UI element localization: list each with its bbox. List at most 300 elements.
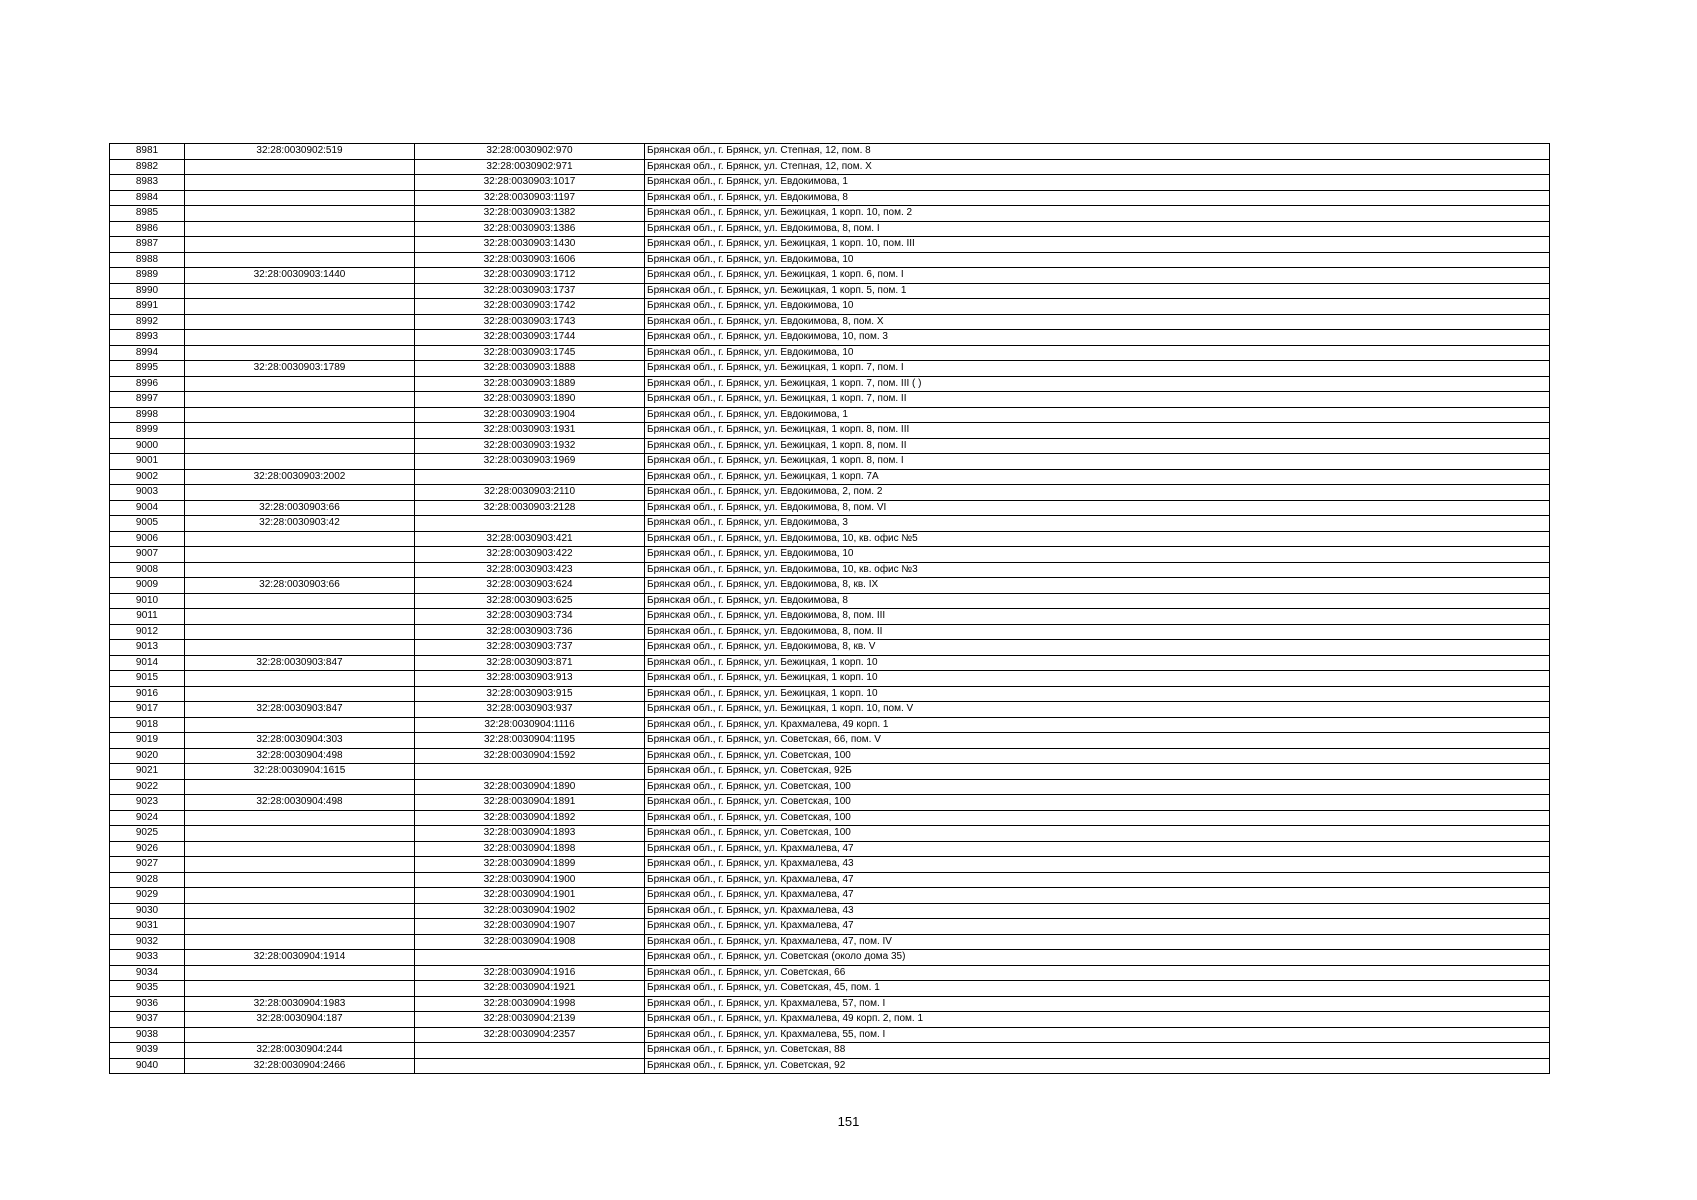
cadastral-number-cell: 32:28:0030904:1898 (415, 841, 645, 857)
table-row (110, 144, 1550, 160)
row-number-cell: 9026 (110, 841, 185, 857)
table-row (110, 857, 1550, 873)
parent-cadastral-number-cell (185, 593, 415, 609)
row-number-cell: 9036 (110, 996, 185, 1012)
address-cell: Брянская обл., г. Брянск, ул. Евдокимова, 8, кв. V (645, 640, 1550, 656)
address-cell: Брянская обл., г. Брянск, ул. Советская, 45, пом. 1 (645, 981, 1550, 997)
table-row (110, 407, 1550, 423)
table-row (110, 1012, 1550, 1028)
row-number-cell: 9002 (110, 469, 185, 485)
table-row (110, 640, 1550, 656)
row-number-cell: 8981 (110, 144, 185, 160)
address-cell: Брянская обл., г. Брянск, ул. Советская (около дома 35) (645, 950, 1550, 966)
address-cell: Брянская обл., г. Брянск, ул. Советская, 92 (645, 1058, 1550, 1074)
cadastral-number-cell: 32:28:0030902:971 (415, 159, 645, 175)
parent-cadastral-number-cell (185, 407, 415, 423)
cadastral-number-cell: 32:28:0030903:422 (415, 547, 645, 563)
parent-cadastral-number-cell (185, 454, 415, 470)
cadastral-number-cell: 32:28:0030903:1743 (415, 314, 645, 330)
cadastral-number-cell (415, 1058, 645, 1074)
table-row (110, 888, 1550, 904)
address-cell: Брянская обл., г. Брянск, ул. Бежицкая, 1 корп. 6, пом. I (645, 268, 1550, 284)
table-row (110, 578, 1550, 594)
row-number-cell: 9038 (110, 1027, 185, 1043)
parent-cadastral-number-cell (185, 965, 415, 981)
address-cell: Брянская обл., г. Брянск, ул. Евдокимова, 10 (645, 547, 1550, 563)
cadastral-number-cell: 32:28:0030904:2357 (415, 1027, 645, 1043)
row-number-cell: 9014 (110, 655, 185, 671)
parent-cadastral-number-cell (185, 779, 415, 795)
address-cell: Брянская обл., г. Брянск, ул. Советская, 100 (645, 779, 1550, 795)
row-number-cell: 9021 (110, 764, 185, 780)
address-cell: Брянская обл., г. Брянск, ул. Крахмалева, 55, пом. I (645, 1027, 1550, 1043)
address-cell: Брянская обл., г. Брянск, ул. Евдокимова, 8, пом. III (645, 609, 1550, 625)
cadastral-number-cell: 32:28:0030903:1931 (415, 423, 645, 439)
row-number-cell: 9004 (110, 500, 185, 516)
parent-cadastral-number-cell (185, 1027, 415, 1043)
address-cell: Брянская обл., г. Брянск, ул. Евдокимова, 1 (645, 175, 1550, 191)
address-cell: Брянская обл., г. Брянск, ул. Крахмалева, 47 (645, 888, 1550, 904)
address-cell: Брянская обл., г. Брянск, ул. Бежицкая, 1 корп. 10, пом. V (645, 702, 1550, 718)
cadastral-number-cell (415, 764, 645, 780)
parent-cadastral-number-cell: 32:28:0030903:847 (185, 702, 415, 718)
parent-cadastral-number-cell (185, 237, 415, 253)
cadastral-number-cell: 32:28:0030903:734 (415, 609, 645, 625)
table-row (110, 376, 1550, 392)
address-cell: Брянская обл., г. Брянск, ул. Крахмалева, 47 (645, 872, 1550, 888)
row-number-cell: 8985 (110, 206, 185, 222)
row-number-cell: 9009 (110, 578, 185, 594)
address-cell: Брянская обл., г. Брянск, ул. Бежицкая, 1 корп. 10 (645, 671, 1550, 687)
table-row (110, 485, 1550, 501)
row-number-cell: 9034 (110, 965, 185, 981)
cadastral-number-cell: 32:28:0030904:1900 (415, 872, 645, 888)
address-cell: Брянская обл., г. Брянск, ул. Крахмалева, 47 (645, 919, 1550, 935)
address-cell: Брянская обл., г. Брянск, ул. Евдокимова, 10 (645, 345, 1550, 361)
row-number-cell: 9031 (110, 919, 185, 935)
cadastral-number-cell: 32:28:0030904:1116 (415, 717, 645, 733)
address-cell: Брянская обл., г. Брянск, ул. Евдокимова, 1 (645, 407, 1550, 423)
parent-cadastral-number-cell: 32:28:0030903:847 (185, 655, 415, 671)
parent-cadastral-number-cell (185, 547, 415, 563)
cadastral-number-cell: 32:28:0030903:1737 (415, 283, 645, 299)
table-row (110, 934, 1550, 950)
row-number-cell: 8989 (110, 268, 185, 284)
cadastral-number-cell: 32:28:0030903:1969 (415, 454, 645, 470)
cadastral-number-cell: 32:28:0030903:1430 (415, 237, 645, 253)
table-row (110, 903, 1550, 919)
address-cell: Брянская обл., г. Брянск, ул. Степная, 12, пом. 8 (645, 144, 1550, 160)
table-row (110, 283, 1550, 299)
address-cell: Брянская обл., г. Брянск, ул. Бежицкая, 1 корп. 8, пом. II (645, 438, 1550, 454)
parent-cadastral-number-cell (185, 640, 415, 656)
registry-table-body (110, 144, 1550, 1074)
parent-cadastral-number-cell (185, 934, 415, 950)
parent-cadastral-number-cell: 32:28:0030904:244 (185, 1043, 415, 1059)
row-number-cell: 9020 (110, 748, 185, 764)
parent-cadastral-number-cell (185, 671, 415, 687)
row-number-cell: 8984 (110, 190, 185, 206)
table-row (110, 469, 1550, 485)
address-cell: Брянская обл., г. Брянск, ул. Бежицкая, 1 корп. 7А (645, 469, 1550, 485)
cadastral-number-cell: 32:28:0030903:625 (415, 593, 645, 609)
table-row (110, 764, 1550, 780)
cadastral-number-cell: 32:28:0030904:1921 (415, 981, 645, 997)
address-cell: Брянская обл., г. Брянск, ул. Крахмалева, 43 (645, 903, 1550, 919)
table-row (110, 531, 1550, 547)
address-cell: Брянская обл., г. Брянск, ул. Советская, 100 (645, 810, 1550, 826)
cadastral-number-cell: 32:28:0030903:2110 (415, 485, 645, 501)
cadastral-number-cell: 32:28:0030903:1382 (415, 206, 645, 222)
row-number-cell: 9024 (110, 810, 185, 826)
table-row (110, 454, 1550, 470)
parent-cadastral-number-cell: 32:28:0030903:1789 (185, 361, 415, 377)
address-cell: Брянская обл., г. Брянск, ул. Советская, 100 (645, 826, 1550, 842)
address-cell: Брянская обл., г. Брянск, ул. Советская, 100 (645, 795, 1550, 811)
parent-cadastral-number-cell (185, 562, 415, 578)
address-cell: Брянская обл., г. Брянск, ул. Советская, 88 (645, 1043, 1550, 1059)
row-number-cell: 8995 (110, 361, 185, 377)
parent-cadastral-number-cell: 32:28:0030902:519 (185, 144, 415, 160)
row-number-cell: 9000 (110, 438, 185, 454)
row-number-cell: 9001 (110, 454, 185, 470)
table-row (110, 950, 1550, 966)
row-number-cell: 9025 (110, 826, 185, 842)
row-number-cell: 9032 (110, 934, 185, 950)
parent-cadastral-number-cell: 32:28:0030904:1615 (185, 764, 415, 780)
cadastral-number-cell: 32:28:0030903:1197 (415, 190, 645, 206)
parent-cadastral-number-cell (185, 423, 415, 439)
cadastral-number-cell: 32:28:0030903:913 (415, 671, 645, 687)
parent-cadastral-number-cell (185, 981, 415, 997)
table-row (110, 748, 1550, 764)
address-cell: Брянская обл., г. Брянск, ул. Крахмалева, 47 (645, 841, 1550, 857)
cadastral-number-cell: 32:28:0030904:1892 (415, 810, 645, 826)
table-row (110, 795, 1550, 811)
cadastral-number-cell: 32:28:0030903:2128 (415, 500, 645, 516)
table-row (110, 190, 1550, 206)
row-number-cell: 9005 (110, 516, 185, 532)
row-number-cell: 9012 (110, 624, 185, 640)
cadastral-number-cell: 32:28:0030903:937 (415, 702, 645, 718)
address-cell: Брянская обл., г. Брянск, ул. Евдокимова, 3 (645, 516, 1550, 532)
table-row (110, 686, 1550, 702)
table-row (110, 221, 1550, 237)
table-row (110, 438, 1550, 454)
table-row (110, 345, 1550, 361)
parent-cadastral-number-cell (185, 841, 415, 857)
table-row (110, 237, 1550, 253)
row-number-cell: 9003 (110, 485, 185, 501)
parent-cadastral-number-cell: 32:28:0030904:303 (185, 733, 415, 749)
table-row (110, 655, 1550, 671)
address-cell: Брянская обл., г. Брянск, ул. Евдокимова, 10 (645, 299, 1550, 315)
cadastral-number-cell (415, 950, 645, 966)
address-cell: Брянская обл., г. Брянск, ул. Советская, 92Б (645, 764, 1550, 780)
cadastral-number-cell: 32:28:0030903:1744 (415, 330, 645, 346)
cadastral-number-cell: 32:28:0030903:1745 (415, 345, 645, 361)
parent-cadastral-number-cell: 32:28:0030904:498 (185, 795, 415, 811)
row-number-cell: 8994 (110, 345, 185, 361)
address-cell: Брянская обл., г. Брянск, ул. Крахмалева, 47, пом. IV (645, 934, 1550, 950)
table-row (110, 624, 1550, 640)
row-number-cell: 9017 (110, 702, 185, 718)
parent-cadastral-number-cell (185, 810, 415, 826)
cadastral-number-cell: 32:28:0030903:1606 (415, 252, 645, 268)
row-number-cell: 9013 (110, 640, 185, 656)
address-cell: Брянская обл., г. Брянск, ул. Крахмалева, 43 (645, 857, 1550, 873)
row-number-cell: 9033 (110, 950, 185, 966)
parent-cadastral-number-cell: 32:28:0030904:1914 (185, 950, 415, 966)
address-cell: Брянская обл., г. Брянск, ул. Крахмалева, 49 корп. 2, пом. 1 (645, 1012, 1550, 1028)
row-number-cell: 8992 (110, 314, 185, 330)
address-cell: Брянская обл., г. Брянск, ул. Бежицкая, 1 корп. 10, пом. 2 (645, 206, 1550, 222)
row-number-cell: 9027 (110, 857, 185, 873)
cadastral-number-cell: 32:28:0030904:1998 (415, 996, 645, 1012)
table-row (110, 252, 1550, 268)
row-number-cell: 9029 (110, 888, 185, 904)
address-cell: Брянская обл., г. Брянск, ул. Крахмалева, 49 корп. 1 (645, 717, 1550, 733)
parent-cadastral-number-cell (185, 826, 415, 842)
table-row (110, 361, 1550, 377)
table-row (110, 330, 1550, 346)
parent-cadastral-number-cell: 32:28:0030904:187 (185, 1012, 415, 1028)
parent-cadastral-number-cell (185, 485, 415, 501)
row-number-cell: 9011 (110, 609, 185, 625)
cadastral-number-cell: 32:28:0030904:1908 (415, 934, 645, 950)
address-cell: Брянская обл., г. Брянск, ул. Бежицкая, 1 корп. 5, пом. 1 (645, 283, 1550, 299)
table-row (110, 206, 1550, 222)
row-number-cell: 8990 (110, 283, 185, 299)
row-number-cell: 9028 (110, 872, 185, 888)
row-number-cell: 8991 (110, 299, 185, 315)
page-number: 151 (837, 1114, 860, 1129)
parent-cadastral-number-cell (185, 919, 415, 935)
cadastral-number-cell: 32:28:0030904:1902 (415, 903, 645, 919)
address-cell: Брянская обл., г. Брянск, ул. Евдокимова, 10, кв. офис №3 (645, 562, 1550, 578)
table-row (110, 981, 1550, 997)
row-number-cell: 8988 (110, 252, 185, 268)
parent-cadastral-number-cell: 32:28:0030903:42 (185, 516, 415, 532)
cadastral-number-cell: 32:28:0030903:1712 (415, 268, 645, 284)
cadastral-number-cell (415, 469, 645, 485)
table-row (110, 1043, 1550, 1059)
address-cell: Брянская обл., г. Брянск, ул. Евдокимова, 8, кв. IX (645, 578, 1550, 594)
row-number-cell: 8983 (110, 175, 185, 191)
row-number-cell: 9007 (110, 547, 185, 563)
table-row (110, 996, 1550, 1012)
table-row (110, 516, 1550, 532)
parent-cadastral-number-cell (185, 392, 415, 408)
parent-cadastral-number-cell: 32:28:0030903:66 (185, 500, 415, 516)
table-row (110, 1027, 1550, 1043)
parent-cadastral-number-cell (185, 206, 415, 222)
cadastral-number-cell: 32:28:0030903:1017 (415, 175, 645, 191)
table-row (110, 159, 1550, 175)
parent-cadastral-number-cell (185, 531, 415, 547)
row-number-cell: 9039 (110, 1043, 185, 1059)
table-row (110, 500, 1550, 516)
cadastral-number-cell: 32:28:0030903:1890 (415, 392, 645, 408)
cadastral-number-cell: 32:28:0030904:1893 (415, 826, 645, 842)
address-cell: Брянская обл., г. Брянск, ул. Бежицкая, 1 корп. 7, пом. II (645, 392, 1550, 408)
cadastral-number-cell: 32:28:0030903:1742 (415, 299, 645, 315)
parent-cadastral-number-cell (185, 438, 415, 454)
address-cell: Брянская обл., г. Брянск, ул. Евдокимова, 8, пом. II (645, 624, 1550, 640)
parent-cadastral-number-cell: 32:28:0030903:1440 (185, 268, 415, 284)
table-row (110, 965, 1550, 981)
table-row (110, 609, 1550, 625)
cadastral-number-cell: 32:28:0030904:1890 (415, 779, 645, 795)
row-number-cell: 8982 (110, 159, 185, 175)
table-row (110, 562, 1550, 578)
address-cell: Брянская обл., г. Брянск, ул. Бежицкая, 1 корп. 10, пом. III (645, 237, 1550, 253)
address-cell: Брянская обл., г. Брянск, ул. Евдокимова, 8, пом. X (645, 314, 1550, 330)
row-number-cell: 8996 (110, 376, 185, 392)
table-row (110, 841, 1550, 857)
row-number-cell: 8998 (110, 407, 185, 423)
cadastral-number-cell: 32:28:0030903:423 (415, 562, 645, 578)
row-number-cell: 9008 (110, 562, 185, 578)
address-cell: Брянская обл., г. Брянск, ул. Советская, 66 (645, 965, 1550, 981)
address-cell: Брянская обл., г. Брянск, ул. Евдокимова, 8, пом. I (645, 221, 1550, 237)
parent-cadastral-number-cell (185, 686, 415, 702)
address-cell: Брянская обл., г. Брянск, ул. Степная, 12, пом. Х (645, 159, 1550, 175)
table-row (110, 175, 1550, 191)
row-number-cell: 9016 (110, 686, 185, 702)
cadastral-number-cell: 32:28:0030904:1907 (415, 919, 645, 935)
cadastral-number-cell: 32:28:0030903:871 (415, 655, 645, 671)
row-number-cell: 9022 (110, 779, 185, 795)
table-row (110, 268, 1550, 284)
cadastral-number-cell: 32:28:0030904:1916 (415, 965, 645, 981)
row-number-cell: 9035 (110, 981, 185, 997)
cadastral-number-cell: 32:28:0030903:1904 (415, 407, 645, 423)
address-cell: Брянская обл., г. Брянск, ул. Советская, 100 (645, 748, 1550, 764)
parent-cadastral-number-cell (185, 283, 415, 299)
parent-cadastral-number-cell (185, 903, 415, 919)
address-cell: Брянская обл., г. Брянск, ул. Советская, 66, пом. V (645, 733, 1550, 749)
parent-cadastral-number-cell: 32:28:0030904:2466 (185, 1058, 415, 1074)
cadastral-number-cell: 32:28:0030904:1592 (415, 748, 645, 764)
registry-table (109, 143, 1550, 1074)
address-cell: Брянская обл., г. Брянск, ул. Евдокимова, 10 (645, 252, 1550, 268)
cadastral-number-cell: 32:28:0030904:1899 (415, 857, 645, 873)
parent-cadastral-number-cell: 32:28:0030903:2002 (185, 469, 415, 485)
table-row (110, 671, 1550, 687)
row-number-cell: 9019 (110, 733, 185, 749)
table-row (110, 810, 1550, 826)
address-cell: Брянская обл., г. Брянск, ул. Евдокимова, 2, пом. 2 (645, 485, 1550, 501)
address-cell: Брянская обл., г. Брянск, ул. Бежицкая, 1 корп. 7, пом. I (645, 361, 1550, 377)
table-row (110, 299, 1550, 315)
cadastral-number-cell: 32:28:0030903:736 (415, 624, 645, 640)
cadastral-number-cell: 32:28:0030904:1901 (415, 888, 645, 904)
address-cell: Брянская обл., г. Брянск, ул. Бежицкая, 1 корп. 10 (645, 686, 1550, 702)
table-row (110, 826, 1550, 842)
parent-cadastral-number-cell: 32:28:0030904:498 (185, 748, 415, 764)
cadastral-number-cell: 32:28:0030904:2139 (415, 1012, 645, 1028)
row-number-cell: 9015 (110, 671, 185, 687)
parent-cadastral-number-cell (185, 857, 415, 873)
table-row (110, 919, 1550, 935)
row-number-cell: 9040 (110, 1058, 185, 1074)
cadastral-number-cell: 32:28:0030904:1891 (415, 795, 645, 811)
parent-cadastral-number-cell: 32:28:0030903:66 (185, 578, 415, 594)
cadastral-number-cell (415, 516, 645, 532)
cadastral-number-cell: 32:28:0030903:624 (415, 578, 645, 594)
parent-cadastral-number-cell (185, 190, 415, 206)
table-row (110, 593, 1550, 609)
table-row (110, 717, 1550, 733)
address-cell: Брянская обл., г. Брянск, ул. Евдокимова, 8 (645, 593, 1550, 609)
cadastral-number-cell: 32:28:0030903:1889 (415, 376, 645, 392)
table-row (110, 872, 1550, 888)
row-number-cell: 9006 (110, 531, 185, 547)
address-cell: Брянская обл., г. Брянск, ул. Бежицкая, 1 корп. 8, пом. I (645, 454, 1550, 470)
parent-cadastral-number-cell (185, 345, 415, 361)
address-cell: Брянская обл., г. Брянск, ул. Бежицкая, 1 корп. 10 (645, 655, 1550, 671)
parent-cadastral-number-cell (185, 624, 415, 640)
row-number-cell: 8986 (110, 221, 185, 237)
table-row (110, 1058, 1550, 1074)
cadastral-number-cell: 32:28:0030903:1932 (415, 438, 645, 454)
parent-cadastral-number-cell (185, 330, 415, 346)
table-row (110, 314, 1550, 330)
address-cell: Брянская обл., г. Брянск, ул. Евдокимова, 8 (645, 190, 1550, 206)
table-row (110, 547, 1550, 563)
row-number-cell: 8997 (110, 392, 185, 408)
row-number-cell: 9010 (110, 593, 185, 609)
address-cell: Брянская обл., г. Брянск, ул. Бежицкая, 1 корп. 7, пом. III ( ) (645, 376, 1550, 392)
cadastral-number-cell: 32:28:0030903:737 (415, 640, 645, 656)
row-number-cell: 9018 (110, 717, 185, 733)
address-cell: Брянская обл., г. Брянск, ул. Евдокимова, 10, кв. офис №5 (645, 531, 1550, 547)
address-cell: Брянская обл., г. Брянск, ул. Бежицкая, 1 корп. 8, пом. III (645, 423, 1550, 439)
registry-table-container (109, 143, 1549, 1074)
row-number-cell: 8999 (110, 423, 185, 439)
table-row (110, 779, 1550, 795)
row-number-cell: 9030 (110, 903, 185, 919)
cadastral-number-cell: 32:28:0030903:915 (415, 686, 645, 702)
cadastral-number-cell (415, 1043, 645, 1059)
cadastral-number-cell: 32:28:0030902:970 (415, 144, 645, 160)
parent-cadastral-number-cell (185, 299, 415, 315)
table-row (110, 702, 1550, 718)
cadastral-number-cell: 32:28:0030903:421 (415, 531, 645, 547)
table-row (110, 392, 1550, 408)
parent-cadastral-number-cell (185, 888, 415, 904)
parent-cadastral-number-cell (185, 717, 415, 733)
parent-cadastral-number-cell (185, 314, 415, 330)
row-number-cell: 8993 (110, 330, 185, 346)
row-number-cell: 9037 (110, 1012, 185, 1028)
parent-cadastral-number-cell (185, 376, 415, 392)
table-row (110, 423, 1550, 439)
parent-cadastral-number-cell (185, 175, 415, 191)
address-cell: Брянская обл., г. Брянск, ул. Евдокимова, 10, пом. 3 (645, 330, 1550, 346)
table-row (110, 733, 1550, 749)
cadastral-number-cell: 32:28:0030903:1386 (415, 221, 645, 237)
row-number-cell: 9023 (110, 795, 185, 811)
parent-cadastral-number-cell (185, 872, 415, 888)
parent-cadastral-number-cell (185, 252, 415, 268)
address-cell: Брянская обл., г. Брянск, ул. Крахмалева, 57, пом. I (645, 996, 1550, 1012)
cadastral-number-cell: 32:28:0030904:1195 (415, 733, 645, 749)
address-cell: Брянская обл., г. Брянск, ул. Евдокимова, 8, пом. VI (645, 500, 1550, 516)
parent-cadastral-number-cell: 32:28:0030904:1983 (185, 996, 415, 1012)
row-number-cell: 8987 (110, 237, 185, 253)
